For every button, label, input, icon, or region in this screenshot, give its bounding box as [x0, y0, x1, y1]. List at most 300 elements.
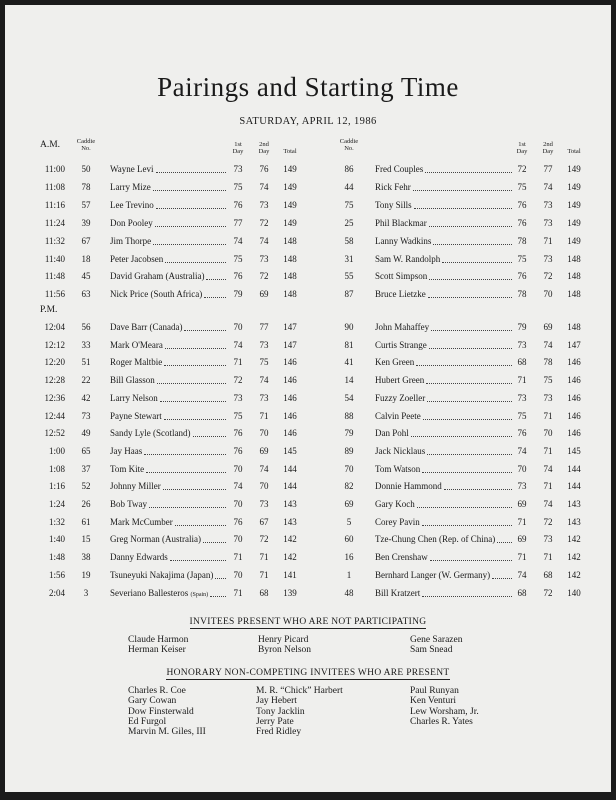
day1-score: 72: [233, 375, 243, 386]
total-score: 149: [283, 217, 297, 228]
tee-time: 12:12: [44, 339, 65, 350]
day1-score: 76: [517, 217, 527, 228]
total-score: 149: [283, 164, 297, 174]
caddie-number: 63: [81, 289, 91, 300]
invitee-name: Jay Hebert: [256, 696, 297, 707]
caddie-header-line: Caddie: [76, 138, 96, 145]
player-name: [375, 236, 431, 246]
player-name: [110, 499, 147, 509]
day1-score: 70: [233, 534, 243, 545]
tee-time: 1:56: [48, 569, 65, 580]
invitee-name: Ed Furgol: [128, 716, 167, 727]
player-name-text: Lee Trevino: [110, 199, 154, 210]
player-name-text: Nick Price (South Africa): [110, 289, 203, 300]
day1-score: 75: [233, 410, 243, 421]
total-score: 146: [567, 357, 581, 368]
total-score: 139: [283, 587, 297, 598]
day1-score: 75: [517, 410, 527, 421]
day2-score: 74: [259, 181, 269, 192]
leader-dots: [431, 330, 512, 331]
total-score: 148: [567, 253, 581, 264]
caddie-number: 19: [81, 569, 91, 580]
total-score: 148: [567, 322, 581, 332]
tee-time: 12:20: [44, 357, 65, 368]
total-score: 146: [283, 410, 297, 421]
leader-dots: [425, 172, 512, 173]
day1-score: 74: [233, 235, 243, 246]
day1-score: 75: [517, 181, 527, 192]
day2-score: 72: [543, 587, 553, 598]
day2-score: 75: [543, 375, 553, 386]
player-name-text: Bernhard Langer (W. Germany): [375, 569, 491, 580]
day1-score: 75: [233, 181, 243, 192]
caddie-number: 61: [81, 516, 91, 527]
player-name-text: Fuzzy Zoeller: [375, 392, 426, 403]
player-name-text: Mark O'Meara: [110, 339, 163, 350]
invitee-name: M. R. “Chick” Harbert: [256, 686, 343, 696]
tee-time: 11:24: [44, 217, 65, 228]
day1-header-line: 1st: [234, 141, 242, 148]
leader-dots: [429, 226, 512, 227]
leader-dots: [184, 330, 226, 331]
total-score: 144: [567, 481, 581, 492]
caddie-number: 45: [81, 271, 91, 282]
day1-score: 70: [517, 463, 527, 474]
player-name-text: Corey Pavin: [375, 516, 420, 527]
player-name: [110, 271, 204, 281]
caddie-number: 78: [81, 181, 91, 192]
am-label: A.M.: [40, 140, 61, 150]
invitee-column: [258, 635, 311, 656]
leader-dots: [429, 348, 512, 349]
caddie-number: 57: [81, 199, 91, 210]
leader-dots: [422, 525, 512, 526]
player-name: [110, 236, 151, 246]
day2-score: 73: [259, 199, 269, 210]
player-name-text: Hubert Green: [375, 375, 425, 386]
leader-dots: [497, 542, 512, 543]
total-score: 146: [567, 392, 581, 403]
tee-time: 11:16: [44, 199, 65, 210]
player-name-text: Johnny Miller: [110, 481, 161, 492]
player-name-text: Jack Nicklaus: [375, 445, 426, 456]
caddie-number: 87: [344, 289, 354, 300]
day1-score: 76: [233, 445, 243, 456]
tee-time: 11:40: [44, 253, 65, 264]
tee-time: 12:04: [44, 322, 65, 332]
day2-score: 74: [259, 463, 269, 474]
day2-score: 74: [543, 499, 553, 509]
player-name-text: Larry Nelson: [110, 392, 158, 403]
player-name: [375, 552, 428, 562]
leader-dots: [204, 297, 226, 298]
caddie-number: 33: [81, 339, 91, 350]
day1-header-line: 1st: [518, 141, 526, 148]
total-score: 148: [567, 289, 581, 300]
leader-dots: [416, 365, 512, 366]
day1-score: 73: [233, 392, 243, 403]
caddie-number: 88: [344, 410, 354, 421]
leader-dots: [155, 226, 226, 227]
day2-score: 70: [259, 428, 269, 439]
day1-score: 71: [233, 552, 243, 563]
player-name-text: Gary Koch: [375, 499, 415, 509]
player-name-text: Danny Edwards: [110, 552, 168, 563]
day1-header-right: [510, 141, 534, 155]
player-name: [375, 375, 424, 385]
total-score: 148: [283, 235, 297, 246]
day1-score: 76: [233, 516, 243, 527]
player-name: [375, 322, 429, 332]
invitee-name: Charles R. Yates: [410, 716, 473, 727]
day2-score: 78: [543, 357, 553, 368]
player-name-text: Jim Thorpe: [110, 235, 152, 246]
player-name-text: Roger Maltbie: [110, 357, 163, 368]
day2-score: 73: [543, 199, 553, 210]
day1-score: 75: [233, 253, 243, 264]
player-name-text: Payne Stewart: [110, 410, 162, 421]
day2-score: 72: [543, 271, 553, 282]
total-score: 145: [567, 445, 581, 456]
leader-dots: [206, 279, 226, 280]
day1-score: 70: [233, 499, 243, 509]
caddie-number: 48: [344, 587, 354, 598]
player-name-text: Scott Simpson: [375, 271, 428, 282]
caddie-number: 18: [81, 253, 91, 264]
leader-dots: [411, 436, 512, 437]
total-score: 149: [567, 235, 581, 246]
total-score: 142: [283, 552, 297, 563]
caddie-number: 60: [344, 534, 354, 545]
leader-dots: [146, 472, 226, 473]
caddie-number: 52: [81, 481, 91, 492]
leader-dots: [414, 208, 512, 209]
day2-score: 67: [259, 516, 269, 527]
invitee-name: Jerry Pate: [256, 716, 294, 727]
invitee-column: [256, 686, 343, 737]
caddie-number: 69: [344, 499, 354, 509]
caddie-number: 42: [81, 392, 91, 403]
player-name-text: Peter Jacobsen: [110, 253, 164, 264]
player-name: [110, 340, 163, 350]
leader-dots: [428, 297, 512, 298]
day2-score: 70: [543, 289, 553, 300]
caddie-number: 3: [83, 587, 89, 598]
caddie-number: 16: [344, 552, 354, 563]
leader-dots: [163, 489, 226, 490]
day2-score: 73: [543, 253, 553, 264]
invitee-name: Ken Venturi: [410, 696, 456, 707]
leader-dots: [429, 279, 512, 280]
total-score: 149: [567, 217, 581, 228]
total-score: 147: [567, 339, 581, 350]
caddie-number: 5: [346, 516, 352, 527]
player-name: [110, 464, 144, 474]
player-name-text: Jay Haas: [110, 445, 143, 456]
total-score: 146: [567, 375, 581, 386]
player-name-text: Dave Barr (Canada): [110, 322, 183, 332]
tee-time: 1:40: [48, 534, 65, 545]
total-score: 144: [567, 463, 581, 474]
player-name: [110, 428, 191, 438]
day2-header-right: [536, 141, 560, 155]
day1-header-line: Day: [516, 148, 528, 155]
total-score: 145: [283, 445, 297, 456]
invitee-name: Gene Sarazen: [410, 635, 463, 645]
player-name: [110, 393, 158, 403]
caddie-number: 51: [81, 357, 91, 368]
invitee-column: [410, 635, 462, 656]
player-name: [110, 534, 201, 544]
player-name: [375, 289, 426, 299]
player-name: [110, 322, 182, 332]
leader-dots: [492, 578, 512, 579]
day2-score: 68: [259, 587, 269, 598]
day1-score: 78: [517, 235, 527, 246]
leader-dots: [156, 172, 226, 173]
player-name: [375, 499, 415, 509]
tee-time: 12:36: [44, 392, 65, 403]
player-name-text: Ken Green: [375, 357, 415, 368]
leader-dots: [203, 542, 226, 543]
total-score: 146: [283, 357, 297, 368]
player-name: [375, 428, 409, 438]
player-name-text: Tom Watson: [375, 463, 421, 474]
caddie-number: 86: [344, 164, 354, 174]
tee-time: 1:16: [48, 481, 65, 492]
total-score: 146: [283, 428, 297, 439]
player-name: [375, 570, 490, 580]
invitee-name: Henry Picard: [258, 635, 309, 645]
day2-score: 73: [259, 253, 269, 264]
caddie-number: 15: [81, 534, 91, 545]
player-name-text: Mark McCumber: [110, 516, 173, 527]
total-score: 142: [283, 534, 297, 545]
day2-score: 71: [543, 410, 553, 421]
player-name: [110, 375, 155, 385]
tee-time: 11:48: [44, 271, 65, 282]
total-score: 140: [567, 587, 581, 598]
player-name-text: Bruce Lietzke: [375, 289, 426, 300]
leader-dots: [422, 472, 512, 473]
leader-dots: [165, 262, 226, 263]
invitee-name: Charles R. Coe: [128, 686, 186, 696]
total-score: 149: [283, 199, 297, 210]
caddie-number: 58: [344, 235, 354, 246]
tee-time: 11:00: [44, 164, 65, 174]
caddie-header-left: [74, 138, 98, 152]
leader-dots: [164, 365, 226, 366]
player-name: [110, 446, 142, 456]
day1-score: 70: [233, 322, 243, 332]
player-name: [375, 588, 420, 598]
leader-dots: [426, 383, 512, 384]
day2-score: 77: [543, 164, 553, 174]
caddie-number: 39: [81, 217, 91, 228]
tee-time: 12:28: [44, 375, 65, 386]
player-name-text: Sandy Lyle (Scotland): [110, 428, 191, 439]
tee-time: 12:52: [44, 428, 65, 439]
day2-score: 75: [259, 357, 269, 368]
player-name-text: Curtis Strange: [375, 339, 427, 350]
day2-header-left: [252, 141, 276, 155]
leader-dots: [149, 507, 226, 508]
tee-time: 1:48: [48, 552, 65, 563]
player-name-text: Sam W. Randolph: [375, 253, 441, 264]
day1-score: 69: [517, 499, 527, 509]
total-score: 143: [283, 516, 297, 527]
total-score: 149: [567, 199, 581, 210]
player-name-text: Don Pooley: [110, 217, 153, 228]
day1-header-left: [226, 141, 250, 155]
invitee-name: Sam Snead: [410, 645, 453, 656]
page-title: Pairings and Starting Time: [157, 72, 459, 102]
day1-score: 73: [517, 392, 527, 403]
player-name-text: Calvin Peete: [375, 410, 421, 421]
player-name-text: Severiano Ballesteros: [110, 587, 189, 598]
day2-score: 69: [259, 289, 269, 300]
day2-score: 70: [259, 481, 269, 492]
day2-score: 70: [543, 428, 553, 439]
player-name-text: Lanny Wadkins: [375, 235, 432, 246]
player-name-text: Donnie Hammond: [375, 481, 442, 492]
total-score: 146: [567, 410, 581, 421]
day2-score: 72: [259, 217, 269, 228]
day2-score: 74: [259, 235, 269, 246]
total-score: 144: [283, 481, 297, 492]
caddie-number: 56: [81, 322, 91, 332]
player-name: [375, 464, 420, 474]
leader-dots: [413, 190, 512, 191]
player-name-text: Dan Pohl: [375, 428, 409, 439]
day1-score: 73: [517, 339, 527, 350]
total-score: 149: [283, 181, 297, 192]
caddie-number: 89: [344, 445, 354, 456]
caddie-number: 50: [81, 164, 91, 174]
leader-dots: [417, 507, 512, 508]
leader-dots: [430, 560, 512, 561]
leader-dots: [144, 454, 226, 455]
invitee-name: Byron Nelson: [258, 645, 312, 656]
day2-score: 73: [259, 392, 269, 403]
day1-header-line: Day: [232, 148, 244, 155]
caddie-header-line: No.: [344, 145, 354, 152]
player-name-text: David Graham (Australia): [110, 271, 205, 282]
caddie-number: 67: [81, 235, 91, 246]
leader-dots: [165, 348, 226, 349]
total-score: 142: [567, 569, 581, 580]
caddie-number: 26: [81, 499, 91, 509]
day1-score: 74: [233, 339, 243, 350]
invitee-name: Tony Jacklin: [256, 706, 305, 717]
invitee-column: [128, 686, 206, 737]
day2-header-line: Day: [542, 148, 554, 155]
caddie-number: 81: [344, 339, 354, 350]
day2-score: 73: [543, 217, 553, 228]
total-score: 142: [567, 534, 581, 545]
caddie-number: 41: [344, 357, 354, 368]
day1-score: 76: [517, 271, 527, 282]
day1-score: 70: [233, 569, 243, 580]
caddie-number: 73: [81, 410, 91, 421]
day2-score: 73: [543, 534, 553, 545]
tee-time: 11:32: [44, 235, 65, 246]
player-name: [110, 182, 151, 192]
tee-time: 1:32: [48, 516, 65, 527]
player-name: [375, 393, 425, 403]
day1-score: 76: [517, 428, 527, 439]
caddie-number: 70: [344, 463, 354, 474]
tee-time: 2:04: [48, 587, 65, 598]
day2-header-line: 2nd: [259, 141, 269, 148]
day1-score: 79: [517, 322, 527, 332]
day2-score: 71: [543, 552, 553, 563]
tee-time: 1:00: [48, 445, 65, 456]
caddie-header-line: Caddie: [339, 138, 359, 145]
tee-time: 11:08: [44, 181, 65, 192]
caddie-number: 38: [81, 552, 91, 563]
leader-dots: [442, 262, 512, 263]
leader-dots: [156, 208, 226, 209]
caddie-number: 82: [344, 481, 354, 492]
total-score: 146: [567, 428, 581, 439]
day1-score: 76: [517, 199, 527, 210]
invitee-name: Gary Cowan: [128, 696, 177, 707]
leader-dots: [215, 578, 226, 579]
player-name: [375, 446, 425, 456]
player-name: [110, 552, 168, 562]
player-name-text: Bill Glasson: [110, 375, 155, 386]
day2-score: 71: [259, 569, 269, 580]
day2-score: 72: [259, 534, 269, 545]
player-name-text: Tze-Chung Chen (Rep. of China): [375, 534, 496, 545]
day2-score: 71: [259, 410, 269, 421]
caddie-number: 90: [344, 322, 354, 332]
day2-score: 74: [543, 463, 553, 474]
day1-score: 78: [517, 289, 527, 300]
invitee-column: [128, 635, 188, 656]
invitee-name: Herman Keiser: [128, 645, 186, 656]
caddie-header-right: [337, 138, 361, 152]
day2-score: 71: [543, 235, 553, 246]
day1-score: 74: [517, 569, 527, 580]
player-name: [110, 411, 162, 421]
total-score: 143: [567, 516, 581, 527]
total-score: 143: [567, 499, 581, 509]
day2-score: 77: [259, 322, 269, 332]
leader-dots: [157, 383, 226, 384]
player-name: [110, 357, 162, 367]
day2-header-line: 2nd: [543, 141, 553, 148]
invitee-name: Paul Runyan: [410, 686, 459, 696]
total-score: 141: [283, 569, 297, 580]
total-score: 143: [283, 499, 297, 509]
total-score: 148: [283, 271, 297, 282]
total-score: 149: [567, 181, 581, 192]
day2-score: 69: [259, 445, 269, 456]
player-name: [110, 570, 213, 580]
player-name: [375, 200, 412, 210]
caddie-number: 1: [346, 569, 352, 580]
caddie-number: 75: [344, 199, 354, 210]
player-name-text: Tsuneyuki Nakajima (Japan): [110, 569, 214, 580]
leader-dots: [193, 436, 226, 437]
total-score: 144: [283, 463, 297, 474]
invitee-name: Claude Harmon: [128, 635, 189, 645]
player-name-text: Greg Norman (Australia): [110, 534, 201, 545]
day2-score: 71: [259, 552, 269, 563]
day1-score: 76: [233, 199, 243, 210]
